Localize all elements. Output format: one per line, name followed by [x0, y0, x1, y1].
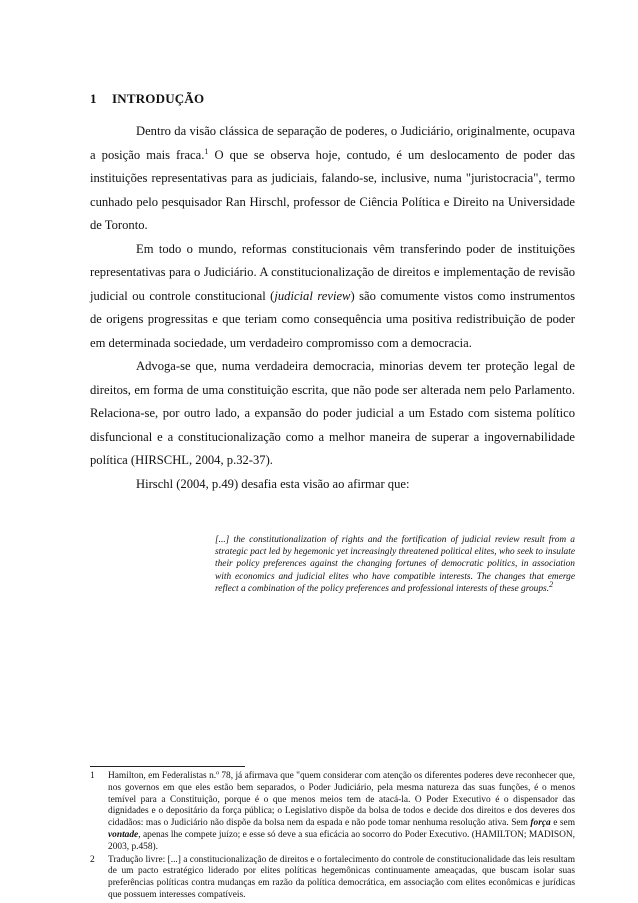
paragraph-1-text-a: Dentro da visão clássica de separação de poderes, o Judiciário, originalmente, ocupava a posição mais fraca.: [90, 124, 575, 162]
footnote-ref-1[interactable]: 1: [204, 146, 209, 156]
footnote-1-text-b: e sem: [550, 818, 575, 829]
paragraph-1-text-b: O que se observa hoje, contudo, é um deslocamento de poder das instituições representativas para as judiciais, falando-se, inclusive, numa "juristocracia", termo cunhado pelo pesquisador Ran Hirschl, professor de Ciência Política e Direito na Universidade de Toronto.: [90, 147, 575, 232]
footnote-2-text: Tradução livre: [...] a constitucionalização de direitos e o fortalecimento do controle de constitucionalidade das leis resultam de um pacto estratégico liderado por elites políticas hegemônicas continuamente ameaçadas, que buscam isolar suas preferências políticas contra mudanças em razão da política democrática, em associação com elites econômicas e jurídicas que possuem interesses compatíveis.: [108, 854, 575, 900]
paragraph-2-text-a: Em todo o mundo, reformas constitucionais vêm transferindo poder de instituições representativas para o Judiciário. A constitucionalização de direitos e implementação de revisão judicial ou controle constitucional (: [90, 241, 575, 303]
paragraph-3: Advoga-se que, numa verdadeira democracia, minorias devem ter proteção legal de direitos, em forma de uma constituição escrita, que não pode ser alterada nem pelo Parlamento. Relaciona-se, por outro lado, a expansão do poder judicial a um Estado com sistema político disfuncional e a constitucionalização como a melhor maneira de superar a ingovernabilidade política (HIRSCHL, 2004, p.32-37).: [90, 359, 575, 467]
footnote-ref-2[interactable]: 2: [549, 579, 554, 589]
footnote-1-bold-vontade: vontade: [108, 829, 139, 840]
paragraph-2-text-b: ) são comumente vistos como instrumentos de origens progressitas e que teriam como consequência uma positiva redistribuição de poder em determinada sociedade, um verdadeiro compromisso com a democracia.: [90, 288, 575, 350]
body-text: [90, 120, 575, 496]
footnote-2: [90, 855, 575, 902]
section-title: INTRODUÇÃO: [112, 91, 205, 106]
quote-text: [...] the constitutionalization of rights and the fortification of judicial review result from a strategic pact led by hegemonic yet increasingly threatened political elites, who seek to insulate their policy preferences against the changing fortunes of democratic politics, in association with economics and judicial elites who have compatible interests. The changes that emerge reflect a combination of the policy preferences and professional interests of these groups.: [215, 535, 575, 594]
paragraph-2-emphasis: judicial review: [274, 288, 351, 303]
section-heading: [90, 91, 204, 107]
footnote-1-number: 1: [90, 771, 95, 781]
footnote-divider: [90, 766, 245, 767]
paragraph-1: [90, 120, 575, 238]
paragraph-2: [90, 238, 575, 356]
section-number: 1: [90, 91, 97, 106]
footnotes: [90, 771, 575, 902]
footnote-1-text-a: Hamilton, em Federalistas n.º 78, já afirmava que "quem considerar com atenção os diferentes poderes deve reconhecer que, nos governos em que eles estão bem separados, o Poder Judiciário, pela mesma natureza das suas funções, é o menos temível para a Constituição, porque é o que menos meios tem de atacá-la. O Poder Executivo é o dispensador das dignidades e o depositário da força pública; o Legislativo dispõe da bolsa de todos e decide dos direitos e dos deveres dos cidadãos: mas o Judiciário não dispõe da bolsa nem da espada e não pode tomar nenhuma resolução ativa. Sem: [108, 771, 575, 829]
footnote-1: [90, 771, 575, 854]
footnote-1-bold-forca: força: [530, 818, 551, 829]
paragraph-4: Hirschl (2004, p.49) desafia esta visão ao afirmar que:: [136, 476, 410, 491]
footnote-1-text-c: , apenas lhe compete juízo; e esse só deve a sua eficácia ao socorro do Poder Executivo. (HAMILTON; MADISON, 2003, p.458).: [108, 829, 575, 852]
footnote-2-number: 2: [90, 854, 95, 865]
block-quote: [215, 534, 575, 595]
